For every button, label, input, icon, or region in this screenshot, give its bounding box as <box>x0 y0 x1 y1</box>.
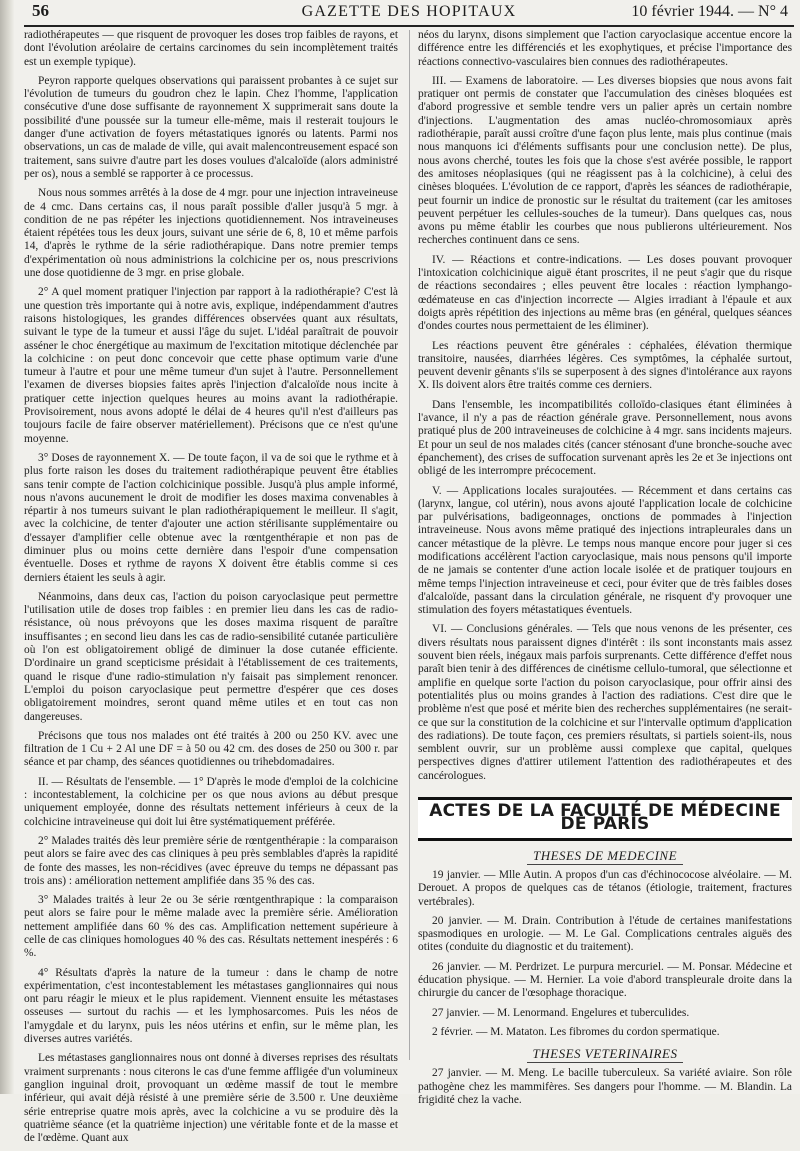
section-reactions: IV. — Réactions et contre-indications. — Les doses pouvant provoquer l'intoxication colchicinique aiguë étant proscrites, il ne peut s'agir que du risque de réactions secondaires ; elles peuvent être locales : réaction lymphango-œdémateuse en cas d'injection incorrecte — Algies irradiant à l'épaule et aux doigts après répétition des injections au même bras (en général, quelques séances d'ondes courtes nous permettaient de les éliminer). <box>418 253 792 333</box>
theses-medecine-heading <box>418 849 792 862</box>
section-conclusions: VI. — Conclusions générales. — Tels que nous venons de les présenter, ces divers résultats nous paraissent dignes d'intérêt : ils sont inconstants mais assez souvent bien réels, inégaux mais parfois surprenants. Cette différence d'effet nous paraît bien tenir à des différences de cinétisme cellulo-tumoral, que sélectionne et amplifie en quelque sorte l'action du poison caryoclasique, pour offrir ainsi des potentialités plus ou moins grandes à l'action des radiations. C'est dire que le problème n'est que posé et mérite bien des recherches supplémentaires (ne serait-ce que sur la constitution de la colchicine et sur l'intervalle optimum d'application des radiations). De toute façon, ces premiers résultats, si partiels soient-ils, nous semblent ouvrir, sur un problème aussi complexe que capital, quelques perspectives dignes d'attirer utilement l'attention des radiothérapeutes et des cancérologues. <box>418 623 792 782</box>
theses-medecine-title: THESES DE MEDECINE <box>527 848 683 865</box>
page-header <box>24 0 794 24</box>
paragraph: 3° Malades traités à leur 2e ou 3e série rœntgenthrapique : la comparaison peut alors se faire pour le même malade avec la première série. Amélioration nettement amplifiée dans 60 % des cas. Amplification nettement supérieure à celle de cas cliniques homologues 40 % des cas. Résultats nettement inespérés : 6 %. <box>24 894 398 960</box>
section-results: II. — Résultats de l'ensemble. — 1° D'après le mode d'emploi de la colchicine : incontestablement, la colchicine per os que nous avions au début presque uniquement employée, donne des résultats nettement inférieurs à ceux de la colchicine intraveineuse qui doit lui être systématiquement préférée. <box>24 775 398 828</box>
right-column <box>418 29 792 1113</box>
paragraph: néos du larynx, disons simplement que l'action caryoclasique accentue encore la différence entre les différenciés et les exophytiques, et précise l'importance des réactions connectivo-vasculaires bien connues des radiothérapeutes. <box>418 29 792 68</box>
page-binding-shadow <box>0 0 14 1094</box>
header-rule <box>24 25 794 27</box>
paragraph: 4° Résultats d'après la nature de la tumeur : dans le champ de notre expérimentation, c'est incontestablement les métastases ganglionnaires qui nous ont paru réagir le mieux et le plus rapidement. Viennent ensuite les métastases osseuses — surtout du rachis — et les lymphosarcomes. Puis les néos de l'amygdale et du larynx, puis les néos utérins et enfin, sur le même plan, les diverses autres variétés. <box>24 966 398 1046</box>
paragraph: Précisons que tous nos malades ont été traités à 200 ou 250 KV. avec une filtration de 1 Cu + 2 Al une DF = à 50 ou 42 cm. des doses de 250 ou 300 r. par séance et par champ, des séances quotidiennes ou trihebdomadaires. <box>24 729 398 769</box>
paragraph: 2° Malades traités dès leur première série de rœntgenthérapie : la comparaison peut alors se faire avec des cas cliniques à peu près semblables d'après la rapidité de fonte des masses, les non-récidives (avec épreuve du temps ne dépassant pas trois ans) : amélioration nettement amplifiée dans 35 % des cas. <box>24 834 398 887</box>
thesis-entry: 20 janvier. — M. Drain. Contribution à l'étude de certaines manifestations spasmodiques en urologie. — M. Le Gal. Complications centrales aiguës des otites (conduite du diagnostic et du traitement). <box>418 914 792 954</box>
paragraph: Nous nous sommes arrêtés à la dose de 4 mgr. pour une injection intraveineuse de 4 cmc. Dans certains cas, il nous paraît possible d'aller jusqu'à 5 mgr. à condition de ne pas répéter les injections quotidiennement. Nos intraveineuses étaient répétées tous les deux jours, suivant une série de 6, 8, 10 et même parfois 14, d'après le rythme de la série radiothérapique. Dans notre premier temps d'expérimentation où nous administrions la colchicine per os, nous prescrivions une dose quotidienne de 3 mgr. en prise globale. <box>24 187 398 280</box>
paragraph: Les réactions peuvent être générales : céphalées, élévation thermique transitoire, nausées, diarrhées légères. Ces symptômes, la céphalée surtout, peuvent devenir gênants s'ils se superposent à des signes d'intolérance aux rayons X. Ils doivent alors être traités comme ces derniers. <box>418 339 792 392</box>
thesis-entry: 26 janvier. — M. Perdrizet. Le purpura mercuriel. — M. Ponsar. Médecine et éducation physique. — M. Hernier. La voie d'abord transpleurale droite dans la chirurgie du cancer de l'œsophage thoracique. <box>418 960 792 1000</box>
paragraph: Néanmoins, dans deux cas, l'action du poison caryoclasique peut permettre l'utilisation utile de doses trop faibles : en premier lieu dans les cas de radio-résistance, où nous prévoyons que les doses maxima risquent de paraître insuffisantes ; en second lieu dans les cas de radio-sensibilité cutanée particulière où l'on est obligatoirement obligé de diminuer la dose cutanée efficiente. D'ordinaire un grand scepticisme présidait à l'établissement de ces traitements, quand le risque d'une radio-stimulation n'y faisait pas simplement renoncer. L'emploi du poison caryoclasique peut permettre d'espérer que ces doses obligatoirement moindres, seront quand même utiles et en tout cas non dangereuses. <box>24 590 398 723</box>
thesis-entry: 2 février. — M. Mataton. Les fibromes du cordon spermatique. <box>432 1025 720 1038</box>
left-column <box>24 29 398 1151</box>
paragraph: Dans l'ensemble, les incompatibilités colloïdo-clasiques étant éliminées à l'avance, il n'y a pas de réaction générale grave. Personnellement, nous avons pratiqué plus de 200 intraveineuses de colchicine à 4 mgr. sans incidents majeurs. Et pour un seul de nos malades cités (cancer sténosant d'une bronche-souche avec épanchement), des crises de suffocation survenant après les 2e et 3e injections ont obligé de les interrompre précocement. <box>418 398 792 478</box>
column-divider <box>409 30 410 1060</box>
section-local-applications: V. — Applications locales surajoutées. — Récemment et dans certains cas (larynx, langue, col utérin), nous avons ajouté l'application locale de colchicine par pulvérisations, badigeonnages, onctions de pommades à l'injection intraveineuse. Nous avons même pratiqué des injections intrapleurales dans un cancer métastique de la plèvre. Le temps nous manque encore pour juger si ces modifications accélèrent l'action caryoclasique, mais nous pensons qu'il importe de ne jamais se contenter d'une action locale isolée et de pratiquer toujours en même temps l'injection intraveineuse et ceci, pour éviter que de très faibles doses d'alcaloïde, passant dans la circulation générale, ne risquent d'y provoquer une stimulation des foyers métastatiques éventuels. <box>418 484 792 617</box>
journal-title: GAZETTE DES HOPITAUX <box>301 3 517 20</box>
page-number: 56 <box>32 1 49 20</box>
theses-veterinaires-title: THESES VETERINAIRES <box>527 1046 684 1063</box>
thesis-entry: 19 janvier. — Mlle Autin. A propos d'un cas d'échinococose alvéolaire. — M. Derouet. A propos de quelques cas de tétanos (étiologie, traitement, fractures vertébrales). <box>418 868 792 908</box>
paragraph: 3° Doses de rayonnement X. — De toute façon, il va de soi que le rythme et à plus forte raison les doses du traitement radiothérapique peuvent être établies sans tenir compte de l'action colchicinique possible. Jusqu'à plus ample informé, nous n'avons aucunement le droit de modifier les doses maxima convenables à répartir à nos tumeurs suivant le plan radiothérapiquement le meilleur. Il s'agit, avec la colchicine, de tenter d'ajouter une action stérilisante supplémentaire ou d'essayer d'amplifier celle obtenue avec la rœntgenthérapie et non pas de diminuer plus ou moins cette dernière dans l'espoir d'une compensation éventuelle. Doses et rythme de rayons X doivent être établis comme si ces derniers étaient les seuls à agir. <box>24 451 398 584</box>
theses-veterinaires-heading <box>418 1047 792 1060</box>
issue-date: 10 février 1944. — N° 4 <box>631 3 788 20</box>
section-laboratory: III. — Examens de laboratoire. — Les diverses biopsies que nous avons fait pratiquer ont permis de constater que l'accumulation des cinèses bloquées est d'abord progressive et semble tendre vers un palier après un certain nombre d'injections. L'augmentation des amas nucléo-chromosomiaux après radiothérapie, paraît aussi croître d'une façon plus lente, mais plus continue (mais nous manquons ici d'éléments suffisants pour une conclusion nette). De plus, nous avons cherché, toutes les fois que la chose s'est avérée possible, le rapport des amitoses néoplasiques (qui ne réagissent pas à la colchicine), à celui des cinèses bloquées. L'évolution de ce rapport, d'après les séances de radiothérapie, peut fournir un indice de pronostic sur le résultat du traitement (car les amitoses peuvent perpétuer les cellules-souches de la tumeur). Dans quelques cas, nous avons pu même établir les courbes que nous publierons ultérieurement. Nos recherches continuent dans ce sens. <box>418 74 792 247</box>
thesis-entry: 27 janvier. — M. Meng. Le bacille tuberculeux. Sa variété aviaire. Son rôle pathogène chez les mammifères. Ses dangers pour l'homme. — M. Blandin. La frigidité chez la vache. <box>418 1067 792 1107</box>
paragraph: Les métastases ganglionnaires nous ont donné à diverses reprises des résultats vraiment surprenants : nous citerons le cas d'une femme affligée d'un volumineux ganglion inguinal droit, provoquant un œdème massif de tout le membre inférieur, qui avait déjà résisté à une première série de 3.500 r. Une deuxième série entreprise quatre mois après, avec la colchicine a vu se produire dès la quatrième séance (et la quatrième injection) une véritable fonte et de la masse et de l'œdème. Quant aux <box>24 1052 398 1145</box>
thesis-entry: 27 janvier. — M. Lenormand. Engelures et tuberculides. <box>432 1006 690 1019</box>
paragraph: 2° A quel moment pratiquer l'injection par rapport à la radiothérapie? C'est là une question très importante qui à notre avis, explique, indépendamment d'autres raisons histologiques, les grandes différences observées quant aux résultats, suivant le type de la tumeur et aussi l'âge du sujet. L'idéal paraîtrait de pouvoir asséner le choc énergétique au maximum de l'excitation mitotique déclenchée par la colchicine : on peut donc concevoir que cette phase optimum varie d'une tumeur à l'autre et pour une même tumeur d'un sujet à l'autre. Personnellement l'examen de diverses biopsies faites après l'injection d'alcaloïde nous incite à pratiquer cette injection quelques heures au moins avant la radiothérapie. Provisoirement, nous avons adopté le délai de 4 heures qu'il n'est d'ailleurs pas toujours facile de faire observer matériellement). Précisons que ce n'est qu'une moyenne. <box>24 286 398 445</box>
paragraph: Peyron rapporte quelques observations qui paraissent probantes à ce sujet sur l'évolution de tumeurs du goudron chez le lapin. Chez l'homme, l'application consécutive d'une dose suffisante de rayonnement X supprimerait sans doute la possibilité d'une poussée sur la tumeur elle-même, mais il resterait toujours le danger d'une activation de foyers métastatiques ignorés ou latents. Parmi nos observations, un cas de malade de ville, qui avait malencontreusement espacé son traitement, sans suivre d'autre part les doses voulues d'alcaloïde (alors administré per os), nous a semblé se rapporter à ce processus. <box>24 74 398 180</box>
paragraph: radiothérapeutes — que risquent de provoquer les doses trop faibles de rayons, et dont l'évolution aréolaire de certains carcinomes du sein incomplètement traités est un exemple typique). <box>24 29 398 68</box>
faculty-acts-banner: ACTES DE LA FACULTÉ DE MÉDECINE DE PARIS <box>418 797 792 841</box>
